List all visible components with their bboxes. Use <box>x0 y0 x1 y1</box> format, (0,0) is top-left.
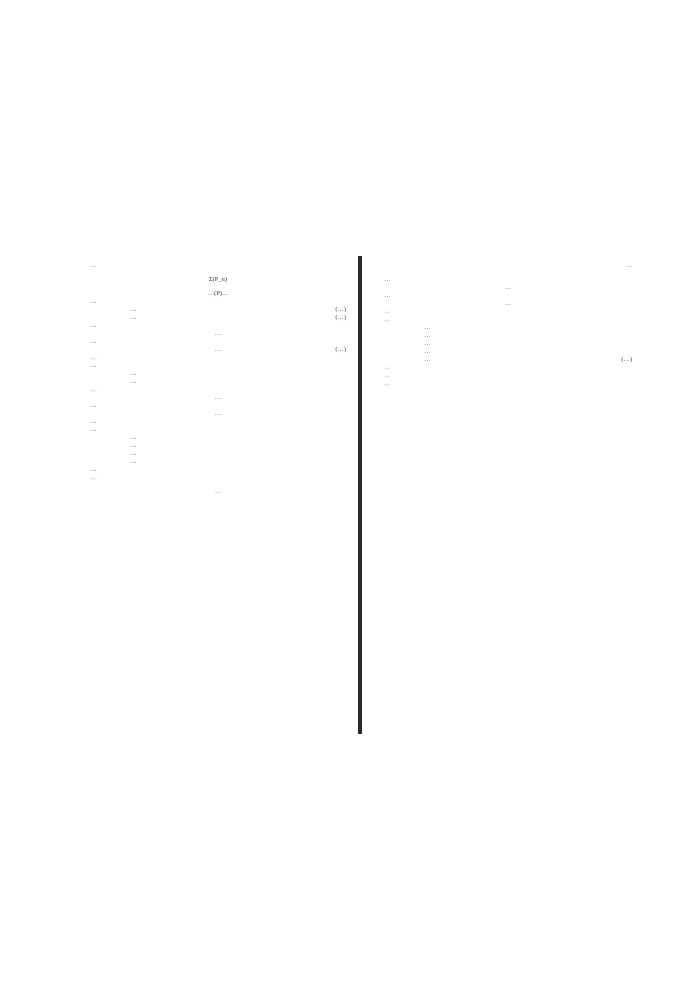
line-text: … <box>384 292 391 299</box>
right-page-line <box>384 292 632 300</box>
line-text: … <box>504 284 512 291</box>
equation-number: (…) <box>335 314 346 321</box>
equation-number: (…) <box>335 306 346 313</box>
line-text: … <box>214 394 222 401</box>
line-text: … <box>384 276 391 283</box>
left-page-line <box>90 394 346 402</box>
left-page <box>90 262 346 496</box>
left-page-line <box>90 314 346 322</box>
left-running-head <box>90 262 346 270</box>
left-page-line <box>90 276 346 284</box>
right-page-line <box>384 332 632 340</box>
line-text: … <box>90 386 97 393</box>
line-text: … <box>504 300 512 307</box>
right-page-line <box>384 300 632 308</box>
right-page-line <box>384 356 632 364</box>
left-page-line <box>90 466 346 474</box>
equation-number: (…) <box>335 346 346 353</box>
line-text: … <box>130 314 137 321</box>
line-text: … <box>90 474 97 481</box>
right-page-line <box>384 308 632 316</box>
left-page-line <box>90 402 346 410</box>
line-text: … <box>90 426 97 433</box>
left-page-line <box>90 410 346 418</box>
left-page-line <box>90 378 346 386</box>
line-text: Σ(P_α) <box>208 276 228 283</box>
right-page-line <box>384 284 632 292</box>
right-running-head-text: … <box>626 263 632 269</box>
left-page-line <box>90 370 346 378</box>
line-text: … <box>130 370 137 377</box>
left-page-line <box>90 354 346 362</box>
left-page-line <box>90 474 346 482</box>
line-text: … <box>130 434 137 441</box>
left-page-line <box>90 290 346 298</box>
line-text: … <box>90 354 97 361</box>
line-text: … <box>424 324 431 331</box>
line-text: … <box>90 402 97 409</box>
left-page-line <box>90 450 346 458</box>
left-page-line <box>90 330 346 338</box>
line-text: … <box>90 338 97 345</box>
line-text: … <box>130 442 137 449</box>
line-text: … <box>424 356 431 363</box>
line-text: … <box>130 450 137 457</box>
right-page-line <box>384 380 632 388</box>
right-page-line <box>384 348 632 356</box>
right-page-line <box>384 276 632 284</box>
left-page-line <box>90 338 346 346</box>
right-page-line <box>384 364 632 372</box>
line-text: … <box>90 362 97 369</box>
line-text: … <box>384 308 391 315</box>
line-text: … <box>424 348 431 355</box>
line-text: … <box>214 410 222 417</box>
line-text: … <box>130 378 137 385</box>
left-page-line <box>90 458 346 466</box>
line-text: … <box>384 372 391 379</box>
page-gutter <box>358 256 362 734</box>
line-text: … <box>90 322 97 329</box>
left-page-line <box>90 298 346 306</box>
right-page <box>384 262 632 388</box>
left-page-line <box>90 386 346 394</box>
line-text: …(P)… <box>207 290 229 297</box>
left-page-line <box>90 442 346 450</box>
left-page-line <box>90 362 346 370</box>
line-text: … <box>214 346 222 353</box>
line-text: … <box>130 458 137 465</box>
line-text: … <box>214 330 222 337</box>
left-page-line <box>90 346 346 354</box>
left-page-line <box>90 306 346 314</box>
right-page-body <box>384 276 632 388</box>
left-page-line <box>90 426 346 434</box>
left-running-head-text: … <box>90 263 96 269</box>
line-text: … <box>384 380 391 387</box>
line-text: … <box>384 316 391 323</box>
line-text: … <box>90 418 97 425</box>
left-page-body <box>90 276 346 482</box>
line-text: … <box>384 364 391 371</box>
line-text: … <box>424 332 431 339</box>
right-page-line <box>384 340 632 348</box>
right-page-line <box>384 372 632 380</box>
line-text: … <box>90 466 97 473</box>
right-page-line <box>384 324 632 332</box>
left-page-line <box>90 434 346 442</box>
line-text: … <box>90 298 97 305</box>
right-page-line <box>384 316 632 324</box>
left-page-footer: … <box>215 489 221 495</box>
right-running-head <box>384 262 632 270</box>
left-page-line <box>90 322 346 330</box>
equation-number: (…) <box>621 356 632 363</box>
line-text: … <box>424 340 431 347</box>
line-text: … <box>130 306 137 313</box>
left-page-line <box>90 418 346 426</box>
